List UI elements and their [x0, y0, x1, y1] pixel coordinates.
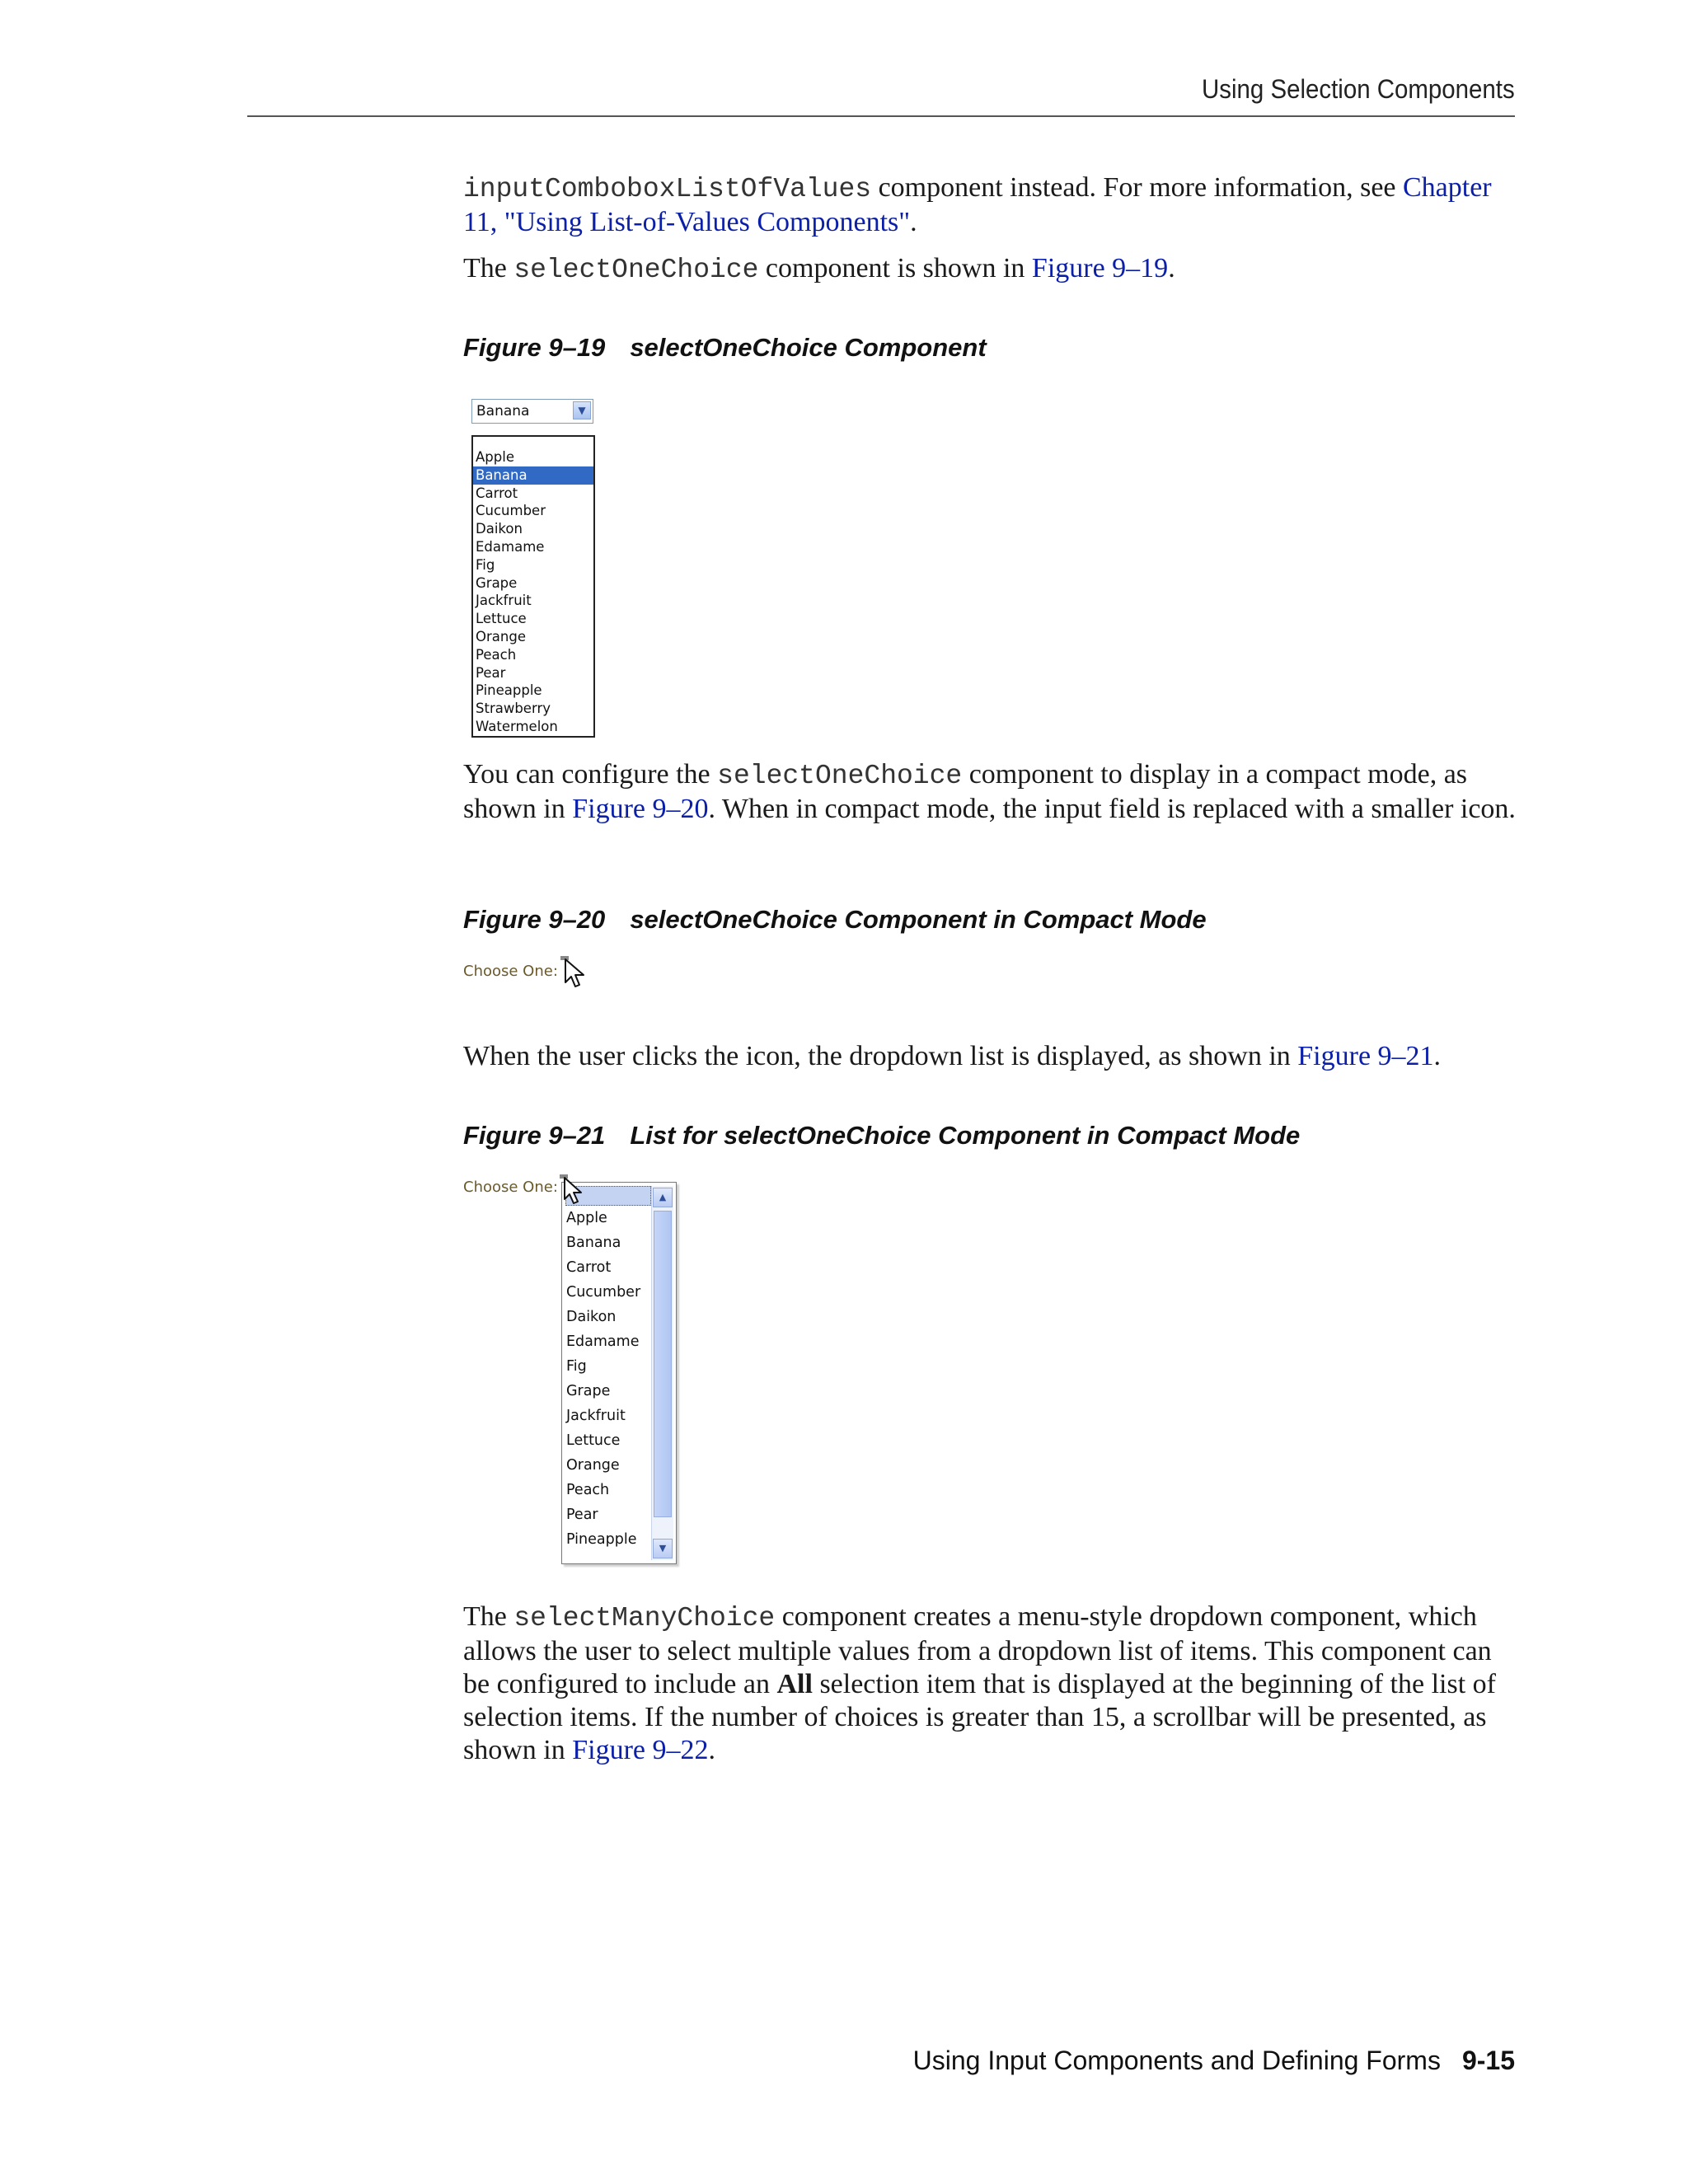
figure-9-19-caption: Figure 9–19 selectOneChoice Component: [463, 333, 987, 362]
code-term: selectManyChoice: [513, 1603, 776, 1633]
list-item[interactable]: Fig: [566, 1358, 587, 1375]
select-one-choice-input[interactable]: [471, 399, 593, 424]
list-item[interactable]: Watermelon: [476, 718, 558, 734]
list-item[interactable]: Lettuce: [566, 1432, 621, 1449]
running-footer: [913, 2046, 1515, 2076]
paragraph-compact-mode: You can configure the selectOneChoice component to display in a compact mode, as shown in Figure 9–20. When in compact mode, the input field is replaced with a smaller icon.: [463, 759, 1516, 824]
scrollbar[interactable]: [651, 1186, 673, 1560]
list-item[interactable]: Pineapple: [566, 1531, 637, 1548]
figure-9-19-select-one-choice: [471, 399, 597, 738]
dropdown-list: [471, 435, 595, 738]
list-item[interactable]: Edamame: [566, 1333, 640, 1350]
scroll-down-icon[interactable]: ▼: [653, 1539, 673, 1558]
footer-title: Using Input Components and Defining Forms: [912, 2046, 1441, 2075]
list-item[interactable]: Pear: [476, 664, 506, 681]
list-item[interactable]: Edamame: [476, 538, 545, 555]
list-item[interactable]: Carrot: [566, 1259, 612, 1276]
cursor-icon[interactable]: [559, 954, 588, 991]
paragraph-select-many-choice: The selectManyChoice component creates a menu-style dropdown component, which allows the user to select multiple values from a dropdown list of items. This component can be configured to include an All selection item that is displayed at the beginning of the list of selection items. If the number of choices is greater than 15, a scrollbar will be presented, as shown in Figure 9–22.: [463, 1601, 1496, 1765]
figure-9-21-link[interactable]: Figure 9–21: [1297, 1041, 1434, 1071]
code-term: selectOneChoice: [513, 255, 759, 285]
list-item[interactable]: Grape: [566, 1383, 611, 1399]
list-item[interactable]: Daikon: [476, 521, 523, 537]
list-item[interactable]: Pineapple: [476, 682, 542, 699]
list-item[interactable]: Peach: [566, 1482, 610, 1498]
chevron-down-icon[interactable]: ▼: [573, 401, 591, 419]
cursor-icon: [559, 1174, 584, 1207]
list-item[interactable]: Banana: [566, 1235, 621, 1251]
list-item[interactable]: Grape: [476, 574, 518, 591]
code-term: inputComboboxListOfValues: [463, 174, 872, 204]
list-item[interactable]: Peach: [476, 646, 517, 663]
choose-one-label: Choose One:: [463, 963, 558, 980]
list-item[interactable]: Carrot: [476, 485, 518, 501]
list-item[interactable]: Jackfruit: [566, 1408, 626, 1424]
paragraph-icon-click: When the user clicks the icon, the dropdown list is displayed, as shown in Figure 9–21.: [463, 1041, 1442, 1071]
page-number: 9-15: [1461, 2046, 1515, 2075]
figure-9-21-caption: Figure 9–21 List for selectOneChoice Component in Compact Mode: [463, 1121, 1301, 1150]
choose-one-label: Choose One:: [463, 1179, 558, 1196]
paragraph-intro: inputComboboxListOfValues component instead. For more information, see Chapter 11, "Using List-of-Values Components".: [463, 172, 1492, 237]
scroll-up-icon[interactable]: ▲: [653, 1188, 673, 1207]
bold-term: All: [776, 1669, 813, 1699]
figure-9-19-link[interactable]: Figure 9–19: [1031, 253, 1169, 284]
list-item[interactable]: Orange: [566, 1457, 620, 1474]
list-item[interactable]: Daikon: [566, 1309, 617, 1325]
list-item[interactable]: Jackfruit: [476, 593, 532, 609]
code-term: selectOneChoice: [717, 761, 963, 791]
dropdown-options: [566, 1206, 640, 1552]
list-item[interactable]: Apple: [476, 449, 514, 465]
chapter-link[interactable]: Chapter 11, "Using List-of-Values Components": [463, 172, 1492, 237]
list-item[interactable]: Lettuce: [476, 611, 527, 627]
figure-9-20-link[interactable]: Figure 9–20: [572, 794, 709, 824]
list-item[interactable]: Orange: [476, 628, 526, 644]
running-header: Using Selection Components: [1202, 74, 1515, 104]
figure-9-20-caption: Figure 9–20 selectOneChoice Component in Compact Mode: [463, 905, 1207, 934]
list-item[interactable]: Banana: [473, 466, 593, 485]
list-item[interactable]: Fig: [476, 556, 495, 573]
header-rule: [247, 115, 1515, 117]
figure-9-22-link[interactable]: Figure 9–22: [572, 1735, 709, 1765]
paragraph-figure-19-ref: The selectOneChoice component is shown in Figure 9–19.: [463, 253, 1175, 285]
scroll-thumb[interactable]: [654, 1211, 672, 1517]
list-item[interactable]: Pear: [566, 1507, 598, 1523]
list-item[interactable]: Cucumber: [476, 503, 546, 519]
selected-value: Banana: [476, 403, 530, 419]
list-item[interactable]: Cucumber: [566, 1284, 641, 1301]
compact-dropdown-list: [561, 1182, 677, 1564]
list-item[interactable]: Apple: [566, 1210, 607, 1226]
list-item[interactable]: Strawberry: [476, 701, 551, 717]
